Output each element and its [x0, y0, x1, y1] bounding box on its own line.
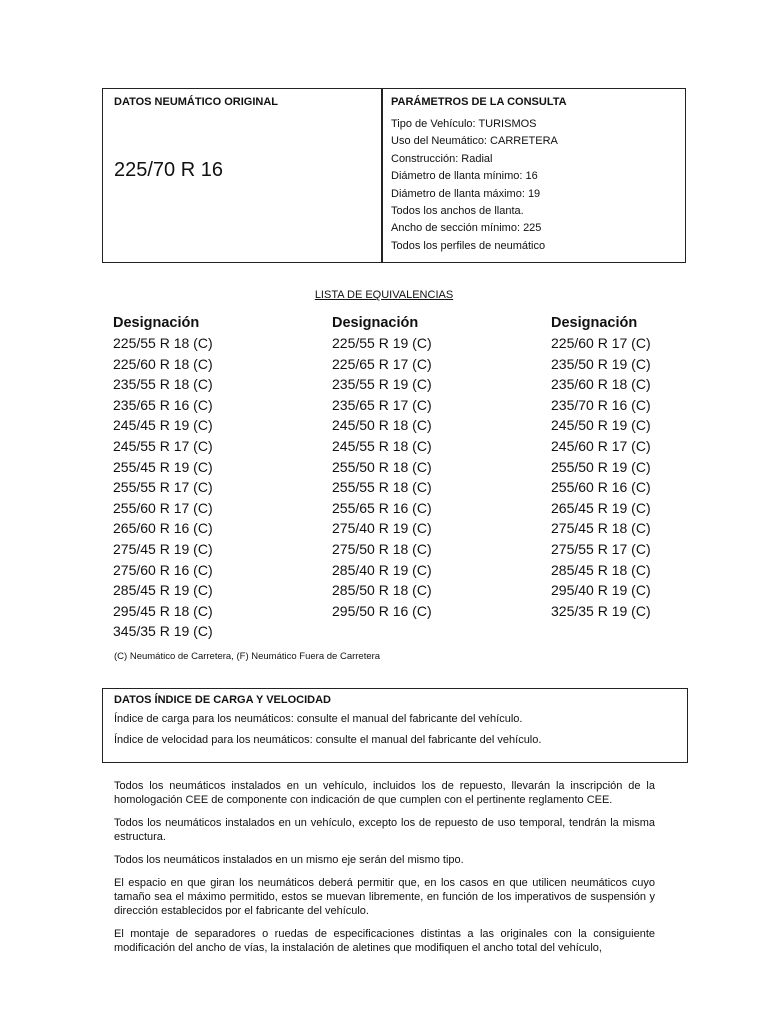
- equivalence-item: 285/40 R 19 (C): [332, 561, 432, 578]
- equivalence-item: 235/50 R 19 (C): [551, 355, 651, 372]
- equivalence-item: 275/50 R 18 (C): [332, 540, 432, 557]
- query-param: Diámetro de llanta mínimo: 16: [391, 170, 538, 183]
- equivalences-footnote: (C) Neumático de Carretera, (F) Neumático Fuera de Carretera: [114, 651, 381, 662]
- equivalence-item: 295/40 R 19 (C): [551, 582, 651, 599]
- query-params-list: [391, 116, 558, 255]
- equivalence-item: 235/70 R 16 (C): [551, 396, 651, 413]
- equivalence-item: 265/60 R 16 (C): [113, 520, 213, 537]
- equivalence-item: 255/60 R 16 (C): [551, 479, 651, 496]
- equivalence-item: 225/60 R 17 (C): [551, 335, 651, 351]
- note-paragraph: El espacio en que giran los neumáticos deberá permitir que, en los casos en que utilicen neumáticos cuyo tamaño sea el máximo permitido, estos se muevan libremente, en función de los imperativos de suspensión y dirección establecidos por el fabricante del vehículo.: [114, 877, 655, 917]
- original-tyre-size: 225/70 R 16: [114, 159, 223, 181]
- note-paragraph: El montaje de separadores o ruedas de especificaciones distintas a las originales con la consiguiente modificación del ancho de vías, la instalación de aletines que modifiquen el ancho total del vehículo,: [114, 928, 655, 954]
- equivalence-item: 275/45 R 19 (C): [113, 540, 213, 557]
- equivalence-item: 255/55 R 17 (C): [113, 479, 213, 496]
- column-header: Designación: [332, 315, 419, 331]
- original-tyre-heading: DATOS NEUMÁTICO ORIGINAL: [114, 96, 278, 108]
- query-param: Construcción: Radial: [391, 152, 493, 165]
- equivalence-item: 295/50 R 16 (C): [332, 602, 432, 619]
- query-param: Todos los perfiles de neumático: [391, 239, 546, 252]
- equivalence-item: 245/50 R 19 (C): [551, 417, 651, 434]
- equivalences-title: LISTA DE EQUIVALENCIAS: [314, 289, 454, 301]
- equivalence-item: 235/65 R 17 (C): [332, 396, 432, 413]
- equivalence-item: 275/60 R 16 (C): [113, 561, 213, 578]
- note-paragraph: Todos los neumáticos instalados en un vehículo, incluidos los de repuesto, llevarán la inscripción de la homologación CEE de componente con indicación de que cumplen con el pertinente reglamento CEE.: [114, 780, 655, 806]
- equivalence-item: 255/45 R 19 (C): [113, 458, 213, 475]
- equivalence-item: 285/45 R 18 (C): [551, 561, 651, 578]
- equivalence-item: 255/65 R 16 (C): [332, 499, 432, 516]
- equivalence-item: 255/50 R 18 (C): [332, 458, 432, 475]
- equivalence-item: 255/55 R 18 (C): [332, 479, 432, 496]
- note-paragraph: Todos los neumáticos instalados en un vehículo, excepto los de repuesto de uso temporal, tendrán la misma estructura.: [114, 817, 655, 843]
- speed-index-text: Índice de velocidad para los neumáticos: consulte el manual del fabricante del vehículo.: [114, 734, 542, 746]
- query-params-heading: PARÁMETROS DE LA CONSULTA: [391, 96, 567, 108]
- column-header: Designación: [551, 315, 638, 331]
- regulation-notes: [114, 779, 655, 964]
- equivalence-item: 295/45 R 18 (C): [113, 602, 213, 619]
- equivalence-item: 225/65 R 17 (C): [332, 355, 432, 372]
- equivalence-item: 245/45 R 19 (C): [113, 417, 213, 434]
- equivalence-item: 255/60 R 17 (C): [113, 499, 213, 516]
- equivalence-item: 245/60 R 17 (C): [551, 437, 651, 454]
- equivalence-item: 325/35 R 19 (C): [551, 602, 651, 619]
- query-params-panel: [383, 89, 685, 262]
- column-header: Designación: [113, 315, 200, 331]
- equivalence-item: 225/55 R 18 (C): [113, 335, 213, 351]
- equivalence-item: 245/55 R 18 (C): [332, 437, 432, 454]
- equivalence-item: 275/45 R 18 (C): [551, 520, 651, 537]
- equivalence-item: 265/45 R 19 (C): [551, 499, 651, 516]
- equivalence-item: 275/55 R 17 (C): [551, 540, 651, 557]
- equivalence-item: 235/60 R 18 (C): [551, 376, 651, 393]
- equivalence-item: 345/35 R 19 (C): [113, 623, 213, 640]
- equivalence-item: 225/60 R 18 (C): [113, 355, 213, 372]
- equivalences-column-3: [551, 313, 751, 621]
- equivalences-column-1: [113, 313, 313, 642]
- equivalence-item: 245/50 R 18 (C): [332, 417, 432, 434]
- equivalences-column-2: [332, 313, 532, 621]
- load-index-text: Índice de carga para los neumáticos: consulte el manual del fabricante del vehículo.: [114, 713, 523, 725]
- equivalence-item: 285/50 R 18 (C): [332, 582, 432, 599]
- equivalence-item: 235/65 R 16 (C): [113, 396, 213, 413]
- equivalence-item: 255/50 R 19 (C): [551, 458, 651, 475]
- equivalence-item: 275/40 R 19 (C): [332, 520, 432, 537]
- equivalence-item: 235/55 R 18 (C): [113, 376, 213, 393]
- tyre-info-box: [102, 88, 686, 263]
- query-param: Todos los anchos de llanta.: [391, 204, 524, 217]
- load-speed-heading: DATOS ÍNDICE DE CARGA Y VELOCIDAD: [114, 694, 331, 706]
- query-param: Tipo de Vehículo: TURISMOS: [391, 118, 537, 130]
- equivalence-item: 285/45 R 19 (C): [113, 582, 213, 599]
- equivalence-item: 225/55 R 19 (C): [332, 335, 432, 351]
- equivalence-item: 245/55 R 17 (C): [113, 437, 213, 454]
- load-speed-box: [102, 688, 688, 763]
- query-param: Uso del Neumático: CARRETERA: [391, 135, 558, 148]
- query-param: Diámetro de llanta máximo: 19: [391, 187, 541, 200]
- original-tyre-panel: [103, 89, 383, 262]
- equivalence-item: 235/55 R 19 (C): [332, 376, 432, 393]
- query-param: Ancho de sección mínimo: 225: [391, 222, 542, 235]
- note-paragraph: Todos los neumáticos instalados en un mismo eje serán del mismo tipo.: [114, 854, 464, 866]
